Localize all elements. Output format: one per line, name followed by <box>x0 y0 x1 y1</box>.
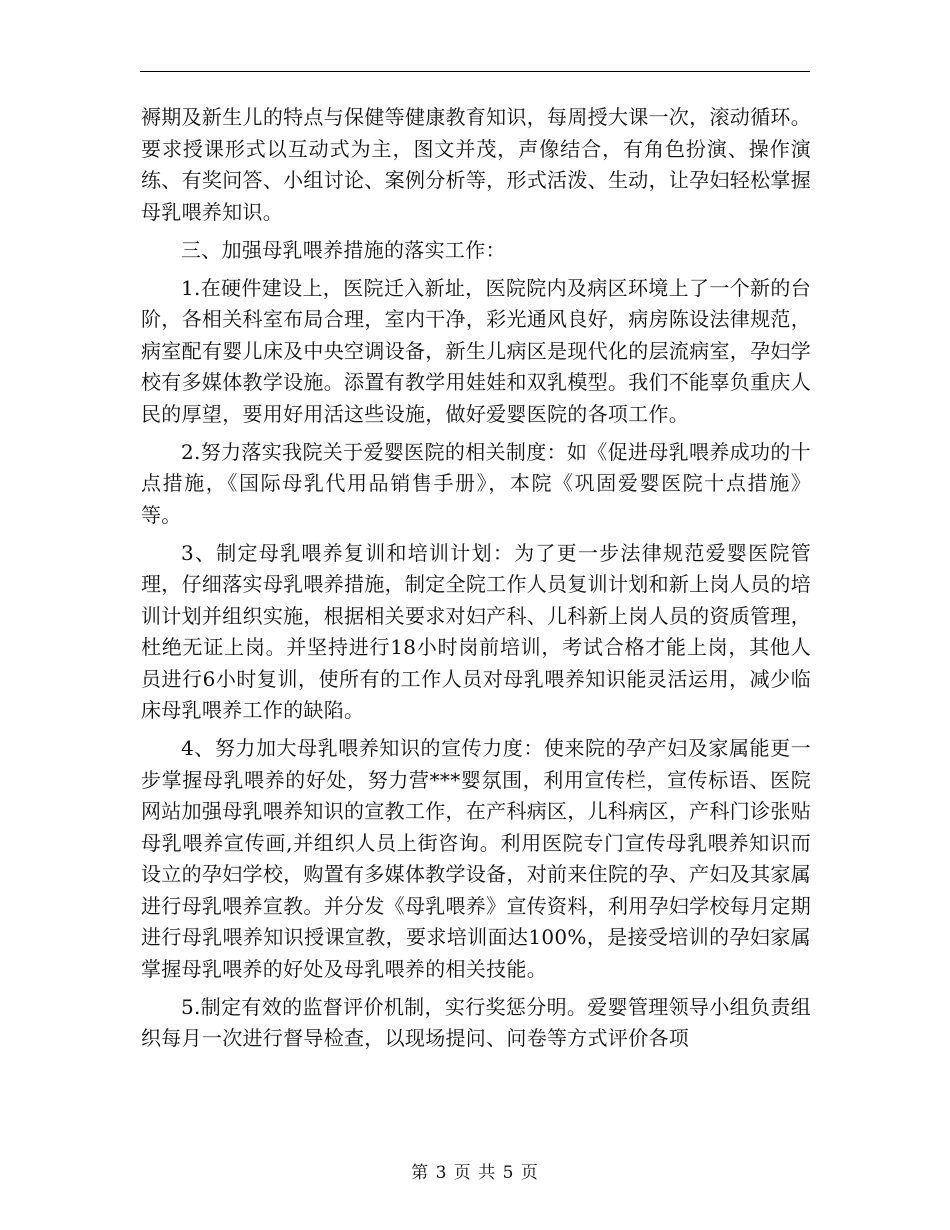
paragraph-item-5: 5.制定有效的监督评价机制，实行奖惩分明。爱婴管理领导小组负责组织每月一次进行督导检查，以现场提问、问卷等方式评价各项 <box>141 994 811 1050</box>
paragraph-continuation: 褥期及新生儿的特点与保健等健康教育知识，每周授大课一次，滚动循环。要求授课形式以互动式为主，图文并茂，声像结合，有角色扮演、操作演练、有奖问答、小组讨论、案例分析等，形式活泼、生动，让孕妇轻松掌握母乳喂养知识。 <box>141 105 811 224</box>
section-heading-3: 三、加强母乳喂养措施的落实工作： <box>181 237 506 262</box>
page-number-footer: 第 3 页 共 5 页 <box>411 1163 539 1183</box>
header-rule <box>140 71 810 72</box>
document-body <box>141 102 811 1061</box>
paragraph-item-3: 3、制定母乳喂养复训和培训计划：为了更一步法律规范爱婴医院管理，仔细落实母乳喂养措施，制定全院工作人员复训计划和新上岗人员的培训计划并组织实施，根据相关要求对妇产科、儿科新上岗人员的资质管理，杜绝无证上岗。并坚持进行18小时岗前培训，考试合格才能上岗，其他人员进行6小时复训，使所有的工作人员对母乳喂养知识能灵活运用，减少临床母乳喂养工作的缺陷。 <box>141 540 811 722</box>
paragraph-item-2: 2.努力落实我院关于爱婴医院的相关制度：如《促进母乳喂养成功的十点措施，《国际母乳代用品销售手册》，本院《巩固爱婴医院十点措施》等。 <box>141 439 811 527</box>
paragraph-item-4: 4、努力加大母乳喂养知识的宣传力度：使来院的孕产妇及家属能更一步掌握母乳喂养的好处，努力营***婴氛围，利用宣传栏，宣传标语、医院网站加强母乳喂养知识的宣教工作，在产科病区，儿科病区，产科门诊张贴母乳喂养宣传画,并组织人员上街咨询。利用医院专门宣传母乳喂养知识而设立的孕妇学校，购置有多媒体教学设备，对前来住院的孕、产妇及其家属进行母乳喂养宣教。并分发《母乳喂养》宣传资料，利用孕妇学校每月定期进行母乳喂养知识授课宣教，要求培训面达100%，是接受培训的孕妇家属掌握母乳喂养的好处及母乳喂养的相关技能。 <box>141 736 811 981</box>
paragraph-item-1: 1.在硬件建设上，医院迁入新址，医院院内及病区环境上了一个新的台阶，各相关科室布局合理，室内干净，彩光通风良好，病房陈设法律规范，病室配有婴儿床及中央空调设备，新生儿病区是现代化的层流病室，孕妇学校有多媒体教学设施。添置有教学用娃娃和双乳模型。我们不能辜负重庆人民的厚望，要用好用活这些设施，做好爱婴医院的各项工作。 <box>141 275 811 426</box>
